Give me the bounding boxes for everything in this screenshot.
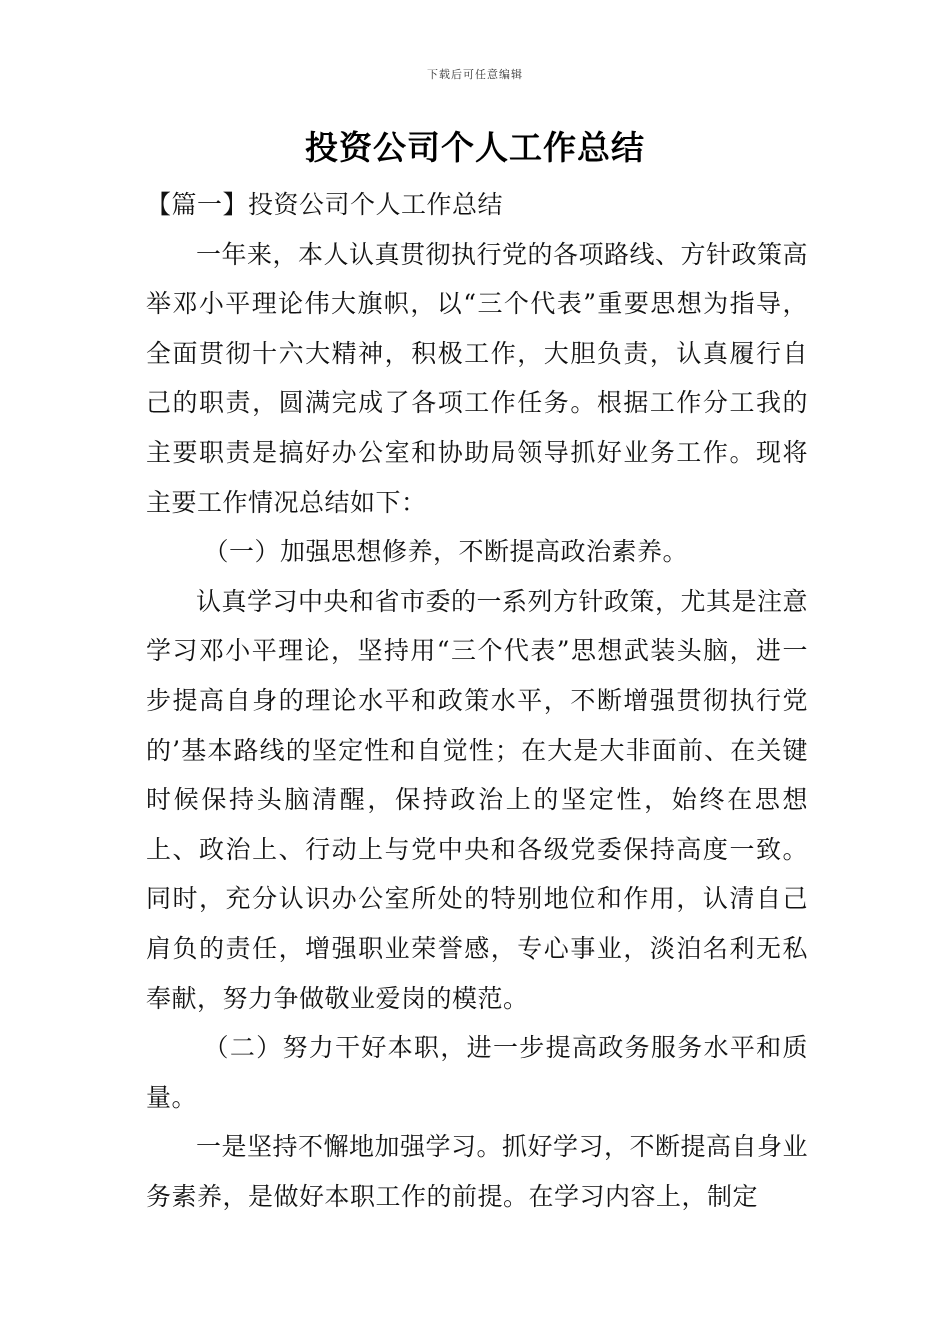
paragraph-intro: 一年来，本人认真贯彻执行党的各项路线、方针政策高举邓小平理论伟大旗帜，以“三个代表”重要思想为指导，全面贯彻十六大精神，积极工作，大胆负责，认真履行自己的职责，圆满完成了各项工作任务。根据工作分工我的主要职责是搞好办公室和协助局领导抓好业务工作。现将主要工作情况总结如下： bbox=[146, 239, 809, 517]
subheading-two: （二）努力干好本职，进一步提高政务服务水平和质量。 bbox=[146, 1033, 808, 1112]
paragraph-study: 一是坚持不懈地加强学习。抓好学习，不断提高自身业务素养，是做好本职工作的前提。在学习内容上，制定 bbox=[146, 1132, 809, 1211]
document-title: 投资公司个人工作总结 bbox=[305, 128, 645, 167]
document-body bbox=[146, 180, 808, 1221]
paragraph-political: 认真学习中央和省市委的一系列方针政策，尤其是注意学习邓小平理论，坚持用“三个代表”思想武装头脑，进一步提高自身的理论水平和政策水平，不断增强贯彻执行党的’基本路线的坚定性和自觉性；在大是大非面前、在关键时候保持头脑清醒，保持政治上的坚定性，始终在思想上、政治上、行动上与党中央和各级党委保持高度一致。同时，充分认识办公室所处的特别地位和作用，认清自己肩负的责任，增强职业荣誉感，专心事业，淡泊名利无私奉献，努力争做敬业爱岗的模范。 bbox=[146, 586, 809, 1013]
subheading-one: （一）加强思想修养，不断提高政治素养。 bbox=[203, 537, 689, 567]
section-heading: 【篇一】投资公司个人工作总结 bbox=[146, 190, 504, 219]
header-note: 下载后可任意编辑 bbox=[427, 68, 523, 81]
